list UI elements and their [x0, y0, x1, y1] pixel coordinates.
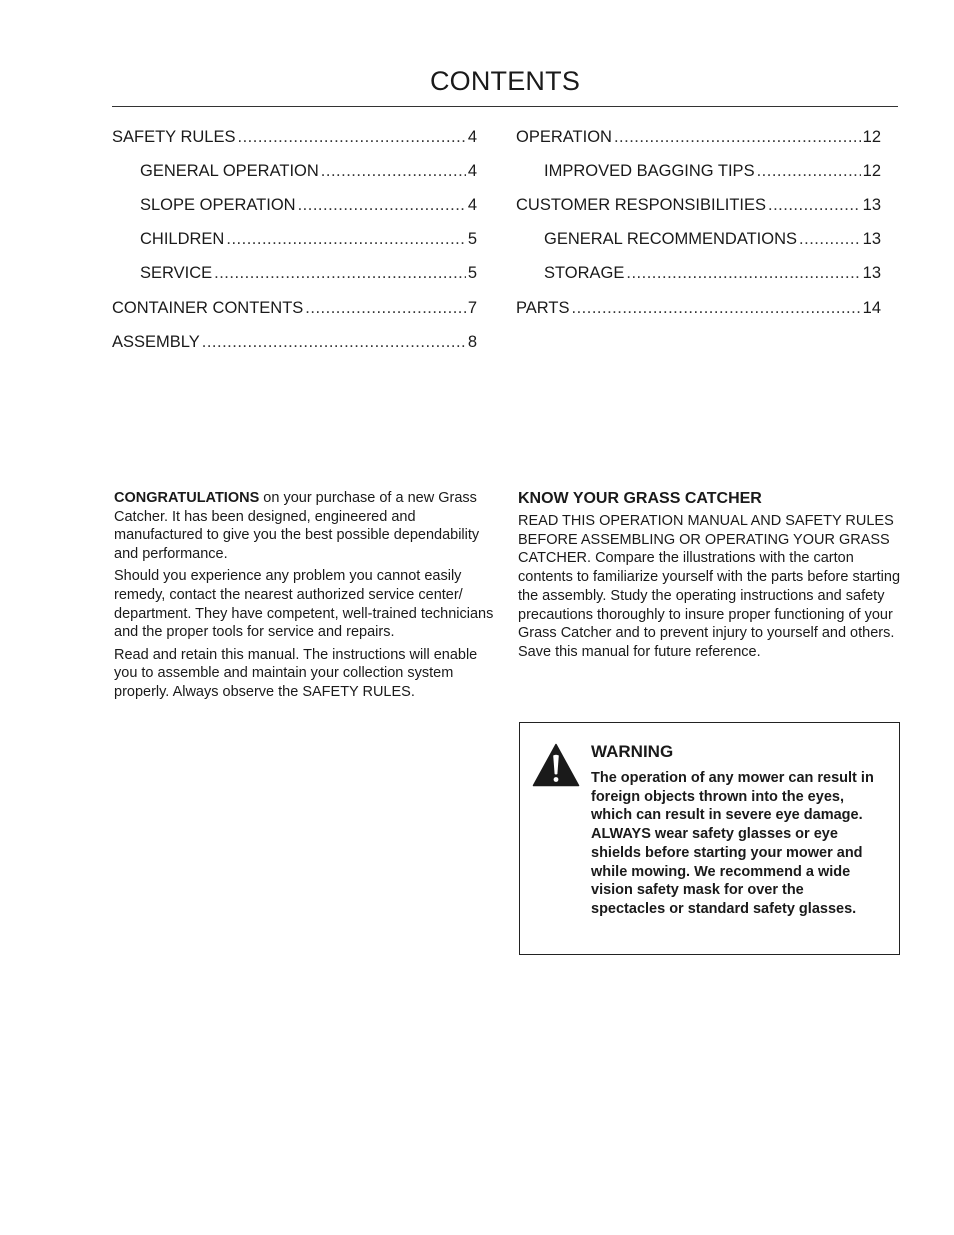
toc-entry-label: GENERAL OPERATION: [140, 162, 319, 180]
toc-entry-page: 4: [467, 196, 477, 214]
toc-entry-parts[interactable]: [516, 297, 881, 319]
toc-entry-slope-operation[interactable]: [140, 194, 477, 216]
toc-entry-page: 14: [862, 299, 881, 317]
warning-text: The operation of any mower can result in foreign objects thrown into the eyes, which can result in severe eye damage. ALWAYS wear safety glasses or eye shields before starting your mower and while mowing. We recommend a wide vision safety mask for over the spectacles or standard safety glasses.: [591, 770, 874, 917]
toc-entry-page: 12: [862, 128, 881, 146]
know-paragraph: READ THIS OPERATION MANUAL AND SAFETY RULES BEFORE ASSEMBLING OR OPERATING YOUR GRASS CATCHER. Compare the illustrations with the carton contents to familiarize yourself with the parts before starting the assembly. Study the operating instructions and safety precautions thoroughly to insure proper functioning of your Grass Catcher and to prevent injury to yourself and others. Save this manual for future reference.: [518, 513, 901, 660]
intro-section: [114, 489, 496, 705]
toc-entry-label: ASSEMBLY: [112, 333, 200, 351]
toc-leader-dots: [321, 160, 466, 182]
warning-title: WARNING: [591, 742, 674, 761]
toc-entry-general-recommendations[interactable]: [544, 228, 881, 250]
toc-entry-page: 4: [467, 128, 477, 146]
toc-entry-label: PARTS: [516, 299, 570, 317]
toc-entry-page: 5: [467, 230, 477, 248]
toc-entry-label: OPERATION: [516, 128, 612, 146]
toc-leader-dots: [305, 297, 466, 319]
toc-entry-page: 13: [862, 264, 881, 282]
toc-entry-container-contents[interactable]: [112, 297, 477, 319]
toc-entry-storage[interactable]: [544, 262, 881, 284]
toc-leader-dots: [298, 194, 466, 216]
toc-entry-page: 12: [862, 162, 881, 180]
toc-entry-label: CUSTOMER RESPONSIBILITIES: [516, 196, 766, 214]
toc-entry-label: STORAGE: [544, 264, 625, 282]
toc-leader-dots: [626, 262, 860, 284]
toc-entry-general-operation[interactable]: [140, 160, 477, 182]
toc-entry-page: 7: [467, 299, 477, 317]
toc-entry-label: CHILDREN: [140, 230, 225, 248]
page-title: CONTENTS: [429, 66, 581, 96]
warning-triangle-icon: [532, 743, 580, 787]
know-heading: KNOW YOUR GRASS CATCHER: [518, 490, 762, 507]
toc-entry-label: GENERAL RECOMMENDATIONS: [544, 230, 798, 248]
retain-manual-paragraph: Read and retain this manual. The instructions will enable you to assemble and maintain your collection system properly. Always observe the SAFETY RULES.: [114, 646, 478, 701]
toc-entry-assembly[interactable]: [112, 331, 477, 353]
toc-entry-operation[interactable]: [516, 126, 881, 148]
toc-entry-label: SERVICE: [140, 264, 213, 282]
title-divider: [112, 106, 898, 107]
toc-leader-dots: [757, 160, 861, 182]
toc-entry-children[interactable]: [140, 228, 477, 250]
toc-entry-label: IMPROVED BAGGING TIPS: [544, 162, 755, 180]
toc-entry-label: CONTAINER CONTENTS: [112, 299, 304, 317]
toc-leader-dots: [614, 126, 861, 148]
toc-leader-dots: [237, 126, 465, 148]
toc-leader-dots: [572, 297, 861, 319]
toc-entry-improved-bagging-tips[interactable]: [544, 160, 881, 182]
toc-entry-service[interactable]: [140, 262, 477, 284]
toc-entry-page: 13: [862, 196, 881, 214]
toc-leader-dots: [202, 331, 466, 353]
toc-leader-dots: [799, 228, 861, 250]
toc-entry-page: 13: [862, 230, 881, 248]
toc-leader-dots: [768, 194, 861, 216]
know-your-grass-catcher-section: [518, 489, 910, 662]
congratulations-text: on your purchase of a new Grass Catcher. It has been designed, engineered and manufactured to give you the best possible dependability and performance.: [114, 490, 480, 563]
service-paragraph: Should you experience any problem you cannot easily remedy, contact the nearest authorized service center/ department. They have competent, well-trained technicians and the proper tools for service and repairs.: [114, 568, 494, 641]
toc-entry-label: SAFETY RULES: [112, 128, 236, 146]
toc-leader-dots: [214, 262, 466, 284]
toc-entry-page: 5: [467, 264, 477, 282]
congratulations-lead: CONGRATULATIONS: [114, 490, 260, 506]
toc-entry-page: 8: [467, 333, 477, 351]
toc-leader-dots: [226, 228, 465, 250]
congratulations-paragraph: [114, 489, 496, 564]
toc-entry-page: 4: [467, 162, 477, 180]
toc-entry-label: SLOPE OPERATION: [140, 196, 296, 214]
toc-entry-customer-responsibilities[interactable]: [516, 194, 881, 216]
warning-box: [519, 722, 900, 955]
toc-entry-safety-rules[interactable]: [112, 126, 477, 148]
